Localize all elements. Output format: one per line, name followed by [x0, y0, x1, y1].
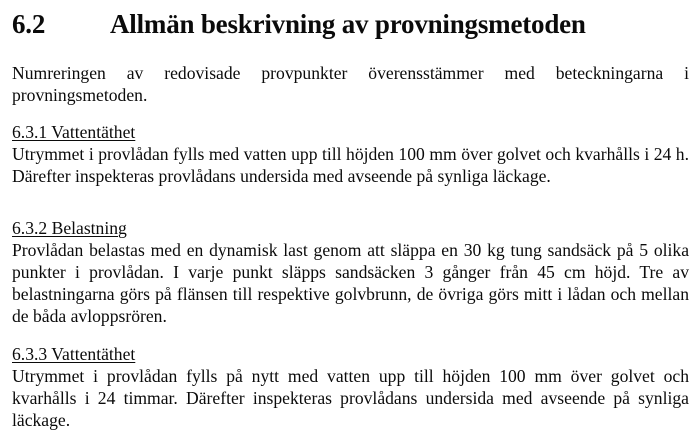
page-heading: [12, 8, 688, 40]
section-6-3-3: [12, 343, 689, 431]
section-6-3-1: [12, 121, 689, 187]
section-6-3-3-subheading-line: [12, 343, 689, 365]
section-6-3-3-subheading: 6.3.3 Vattentäthet: [12, 344, 136, 364]
section-6-3-2-subheading-line: [12, 217, 689, 239]
section-6-3-2-body: Provlådan belastas med en dynamisk last genom att släppa en 30 kg tung sandsäck på 5 olika punkter i provlådan. I varje punkt släpps sandsäcken 3 gånger från 45 cm höjd. Tre av belastningarna görs på flänsen till respektive golvbrunn, de övriga görs mitt i lådan och mellan de båda avloppsrören.: [12, 240, 689, 326]
section-6-3-1-body: Utrymmet i provlådan fylls med vatten upp till höjden 100 mm över golvet och kvarhålls i 24 h. Därefter inspekteras provlådans undersida med avseende på synliga läckage.: [12, 144, 689, 186]
section-6-3-2-subheading: 6.3.2 Belastning: [12, 218, 127, 238]
section-6-3-2: [12, 217, 689, 327]
intro-paragraph-text: Numreringen av redovisade provpunkter överensstämmer med beteckningarna i provningsmetoden.: [12, 63, 689, 105]
section-6-3-1-subheading: 6.3.1 Vattentäthet: [12, 122, 136, 142]
intro-paragraph-block: [12, 62, 689, 106]
heading-title: Allmän beskrivning av provningsmetoden: [110, 9, 586, 39]
section-6-3-1-subheading-line: [12, 121, 689, 143]
heading-section-number: 6.2: [12, 9, 46, 39]
section-6-3-3-body: Utrymmet i provlådan fylls på nytt med vatten upp till höjden 100 mm över golvet och kvarhålls i 24 timmar. Därefter inspekteras provlådans undersida med avseende på synliga läckage.: [12, 366, 689, 430]
